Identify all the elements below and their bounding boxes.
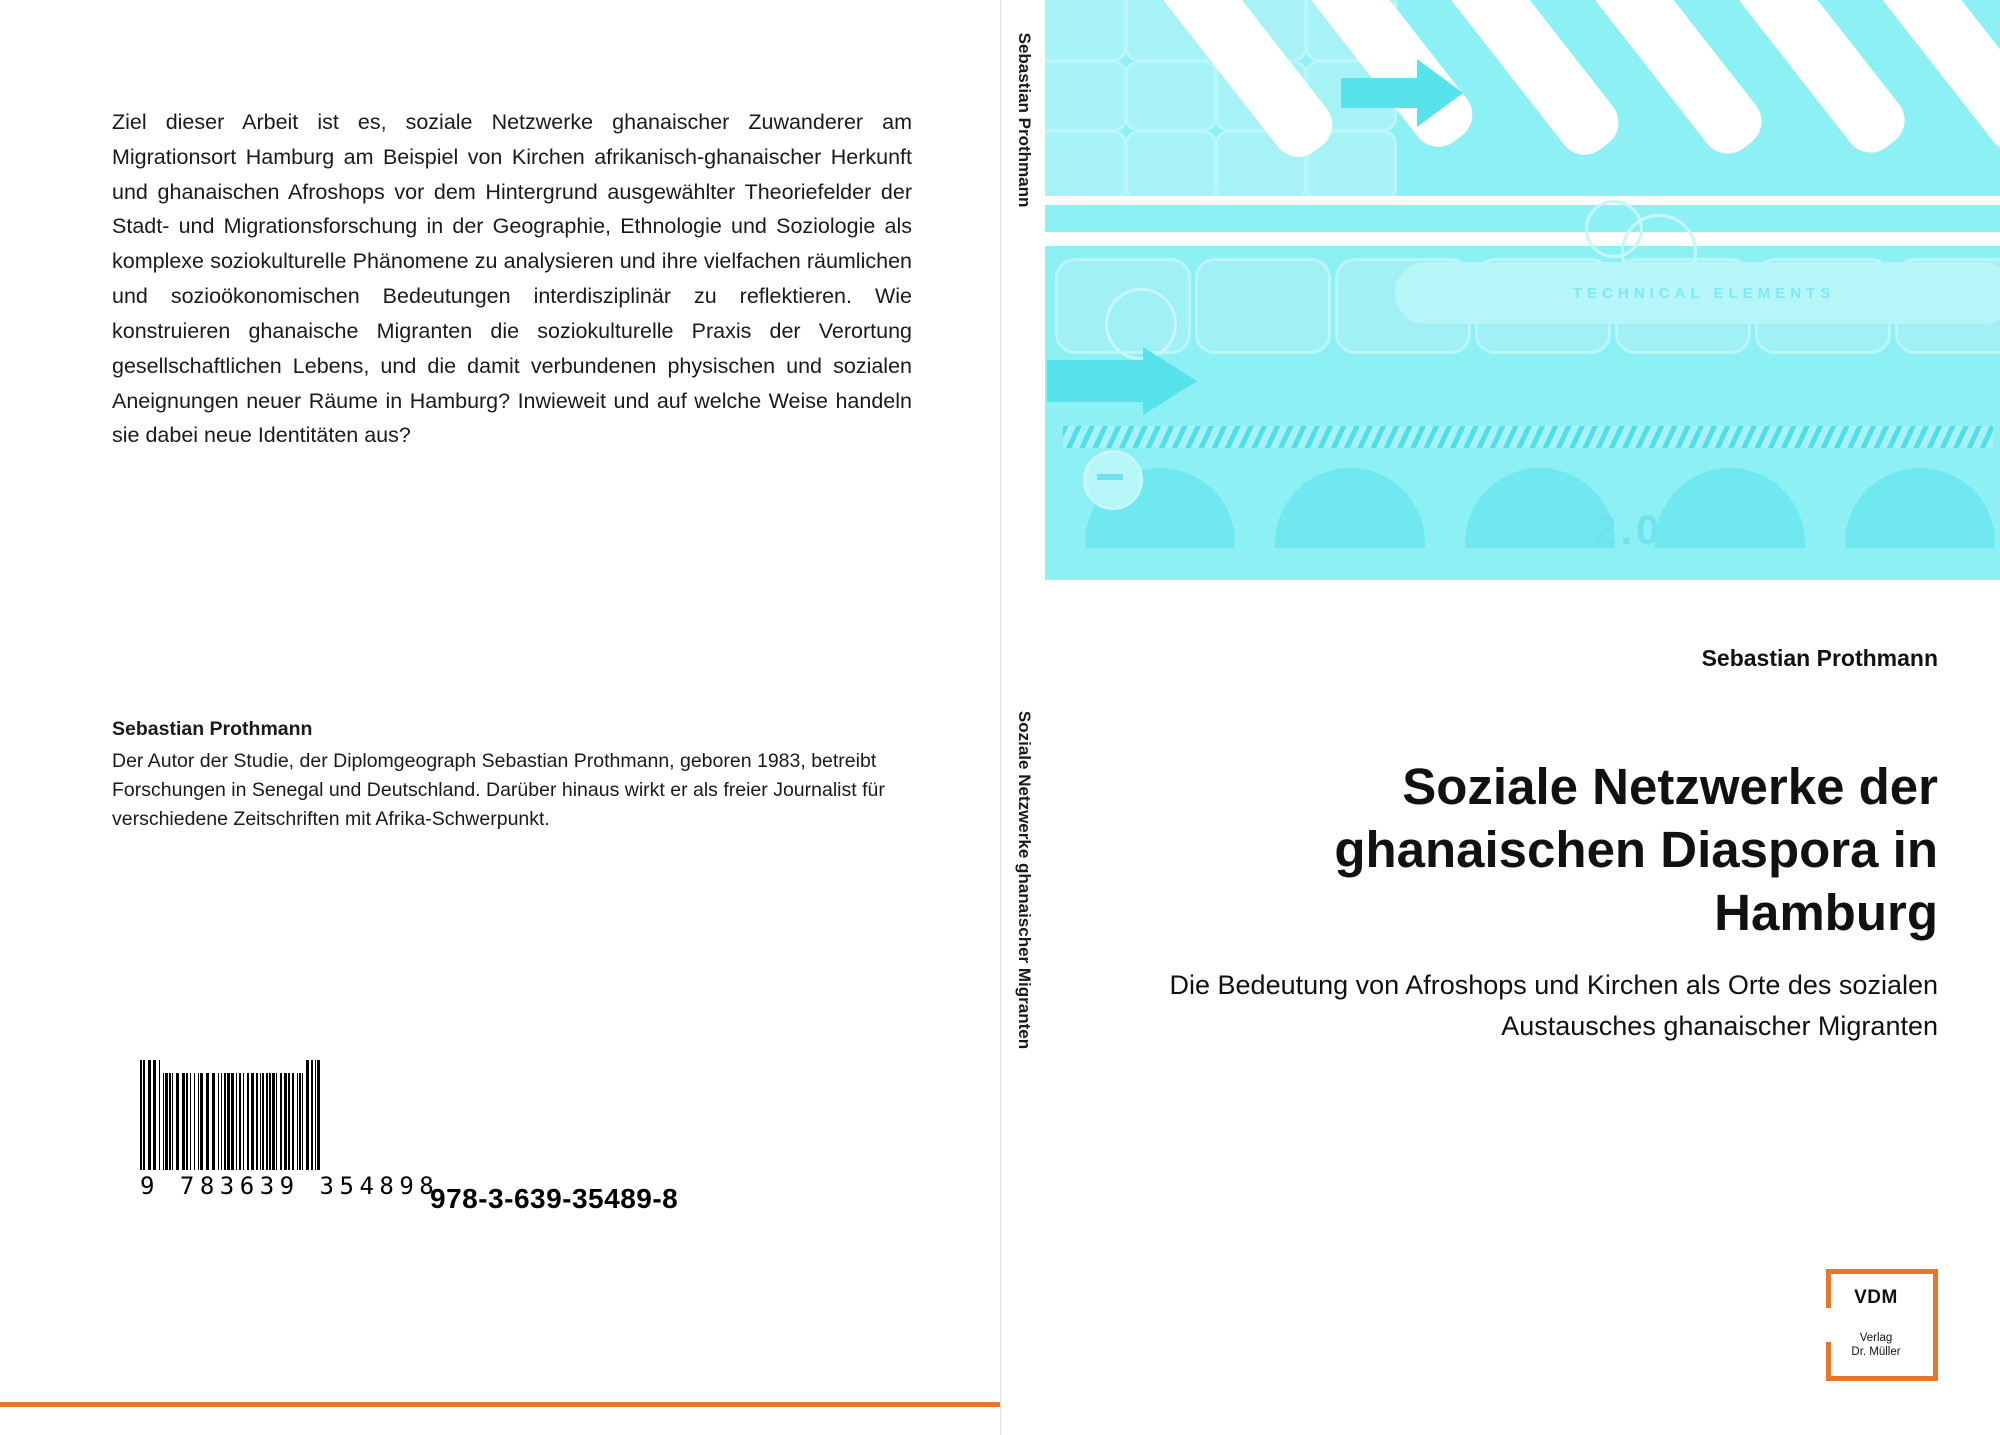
artwork-tech-label: TECHNICAL ELEMENTS — [1573, 285, 1836, 302]
front-cover — [1045, 0, 2000, 1435]
bottom-accent-rule — [0, 1402, 1000, 1407]
publisher-logo-frame — [1826, 1269, 1938, 1381]
publisher-name-line1: Verlag — [1859, 1332, 1893, 1344]
publisher-logo — [1820, 1269, 1938, 1387]
front-cover-title: Soziale Netzwerke der ghanaischen Diaspora in Hamburg — [1334, 758, 1938, 942]
publisher-name-line2: Dr. Müller — [1851, 1346, 1901, 1359]
barcode-block — [140, 1060, 560, 1200]
isbn-text: 978-3-639-35489-8 — [430, 1183, 679, 1214]
spine-title: Soziale Netzwerke ghanaischer Migranten — [1014, 710, 1034, 1050]
book-spine — [1000, 0, 1047, 1435]
front-cover-author: Sebastian Prothmann — [1701, 645, 1938, 671]
publisher-logo-text: VDM — [1854, 1287, 1898, 1308]
barcode-digits: 9 783639 354898 — [140, 1172, 440, 1200]
author-bio-text: Der Autor der Studie, der Diplomgeograph Sebastian Prothmann, geboren 1983, betreibt Forschungen in Senegal und Deutschland. Darüber hinaus wirkt er als freier Journalist für verschiedene Zeitschriften mit Afrika-Schwerpunkt. — [112, 749, 885, 830]
front-cover-subtitle: Die Bedeutung von Afroshops und Kirchen als Orte des sozialen Austausches ghanaischer Migranten — [1169, 970, 1938, 1041]
back-cover-blurb: Ziel dieser Arbeit ist es, soziale Netzwerke ghanaischer Zuwanderer am Migrationsort Hamburg am Beispiel von Kirchen afrikanisch-ghanaischer Herkunft und ghanaischen Afroshops vor dem Hintergrund ausgewählter Theoriefelder der Stadt- und Migrationsforschung in der Geographie, Ethnologie und Soziologie als komplexe soziokulturelle Phänomene zu analysieren und ihre vielfachen räumlichen und sozioökonomischen Bedeutungen interdisziplinär zu reflektieren. Wie konstruieren ghanaische Migranten die soziokulturelle Praxis der Verortung gesellschaftlichen Lebens, und die damit verbundenen physischen und sozialen Aneignungen neuer Räume in Hamburg? Inwieweit und auf welche Weise handeln sie dabei neue Identitäten aus? — [112, 110, 912, 448]
artwork-number-label: 2.0 — [1593, 506, 1664, 553]
publisher-name — [1820, 1331, 1932, 1360]
spine-author: Sebastian Prothmann — [1014, 32, 1034, 208]
barcode-icon — [140, 1060, 430, 1170]
author-bio-block — [112, 715, 902, 833]
author-name: Sebastian Prothmann — [112, 718, 313, 740]
cover-artwork — [1045, 0, 2000, 580]
